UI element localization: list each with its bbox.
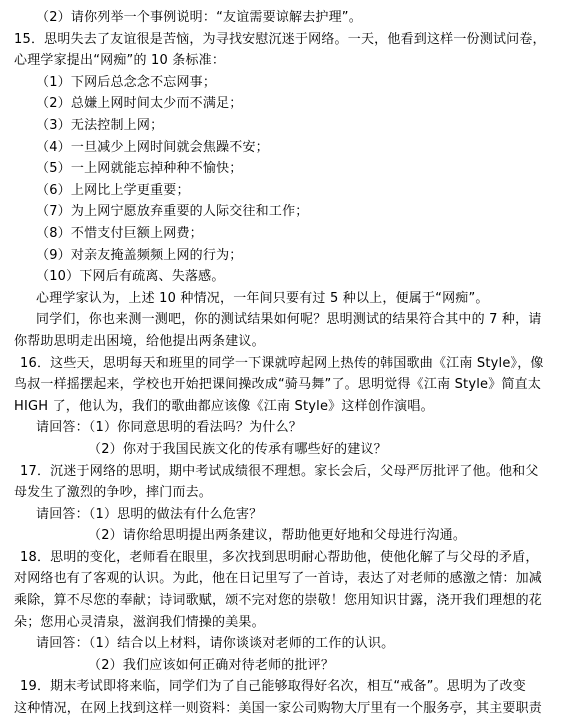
text-line: （10）下网后有疏离、失落感。 [36,269,225,285]
text-line: （6）上网比上学更重要； [36,182,190,198]
text-line: （2）总嫌上网时间太少而不满足； [36,96,243,112]
text-line: （8）不惜支付巨额上网费； [36,225,203,241]
text-line: （2）我们应该如何正确对待老师的批评？ [88,657,335,673]
text-line: 心理学家提出“网痴”的 10 条标准： [14,53,226,69]
text-line: 请回答：（1）你同意思明的看法吗？为什么？ [36,420,302,436]
text-line: （5）一上网就能忘掉种种不愉快； [36,161,243,177]
text-line: 17．沉迷于网络的思明，期中考试成绩很不理想。家长会后，父母严厉批评了他。他和父 [20,463,539,479]
text-line: 乘除，算不尽您的奉献；诗词歌赋，颂不完对您的崇敬！您用知识甘露，浇开我们理想的花 [14,593,543,608]
text-line: 母发生了激烈的争吵，摔门而去。 [14,485,213,501]
text-line: 18．思明的变化，老师看在眼里，多次找到思明耐心帮助他，使他化解了与父母的矛盾， [20,549,539,565]
text-line: （7）为上网宁愿放弃重要的人际交往和工作； [36,204,309,220]
text-line: HIGH 了，他认为，我们的歌曲都应该像《江南 Style》这样创作演唱。 [14,398,434,414]
text-line: 这种情况，在网上找到这样一则资料：美国一家公司购物大厅里有一个服务亭，其主要职责 [14,701,543,716]
text-line: （1）下网后总念念不忘网事； [36,74,217,90]
text-line: （3）无法控制上网； [36,118,164,133]
text-line: 你帮助思明走出困境，给他提出两条建议。 [14,333,265,349]
text-line: （9）对亲友掩盖频频上网的行为； [36,247,243,263]
text-line: 心理学家认为，上述 10 种情况，一年间只要有过 5 种以上，便属于“网痴”。 [36,290,489,306]
text-line: 请回答：（1）思明的做法有什么危害？ [36,506,263,522]
text-line: 朵；您用心灵清泉，滋润我们情操的美果。 [14,614,265,630]
text-line: （4）一旦减少上网时间就会焦躁不安； [36,139,269,155]
text-line: （2）你对于我国民族文化的传承有哪些好的建议？ [88,441,387,457]
text-line: 鸟叔一样摇摆起来，学校也开始把课间操改成“骑马舞”了。思明觉得《江南 Style》简直太 [14,377,542,393]
text-line: 请回答：（1）结合以上材料，请你谈谈对老师的工作的认识。 [36,636,395,652]
text-line: （2）请你给思明提出两条建议，帮助他更好地和父母进行沟通。 [88,528,467,544]
text-line: 15．思明失去了友谊很是苦恼，为寻找安慰沉迷于网络。一天，他看到这样一份测试问卷， [14,31,546,47]
text-line: 16．这些天，思明每天和班里的同学一下课就哼起网上热传的韩国歌曲《江南 Style》，像 [20,355,544,371]
text-line: 19．期末考试即将来临，同学们为了自己能够取得好名次，相互“戒备”。思明为了改变 [20,679,527,695]
text-line: 对网络也有了客观的认识。为此，他在日记里写了一首诗，表达了对老师的感激之情：加减 [14,571,543,587]
text-line: （2）请你列举一个事例说明：“友谊需要谅解去护理”。 [36,10,362,25]
text-line: 同学们，你也来测一测吧，你的测试结果如何呢？思明测试的结果符合其中的 7 种，请 [36,312,542,328]
